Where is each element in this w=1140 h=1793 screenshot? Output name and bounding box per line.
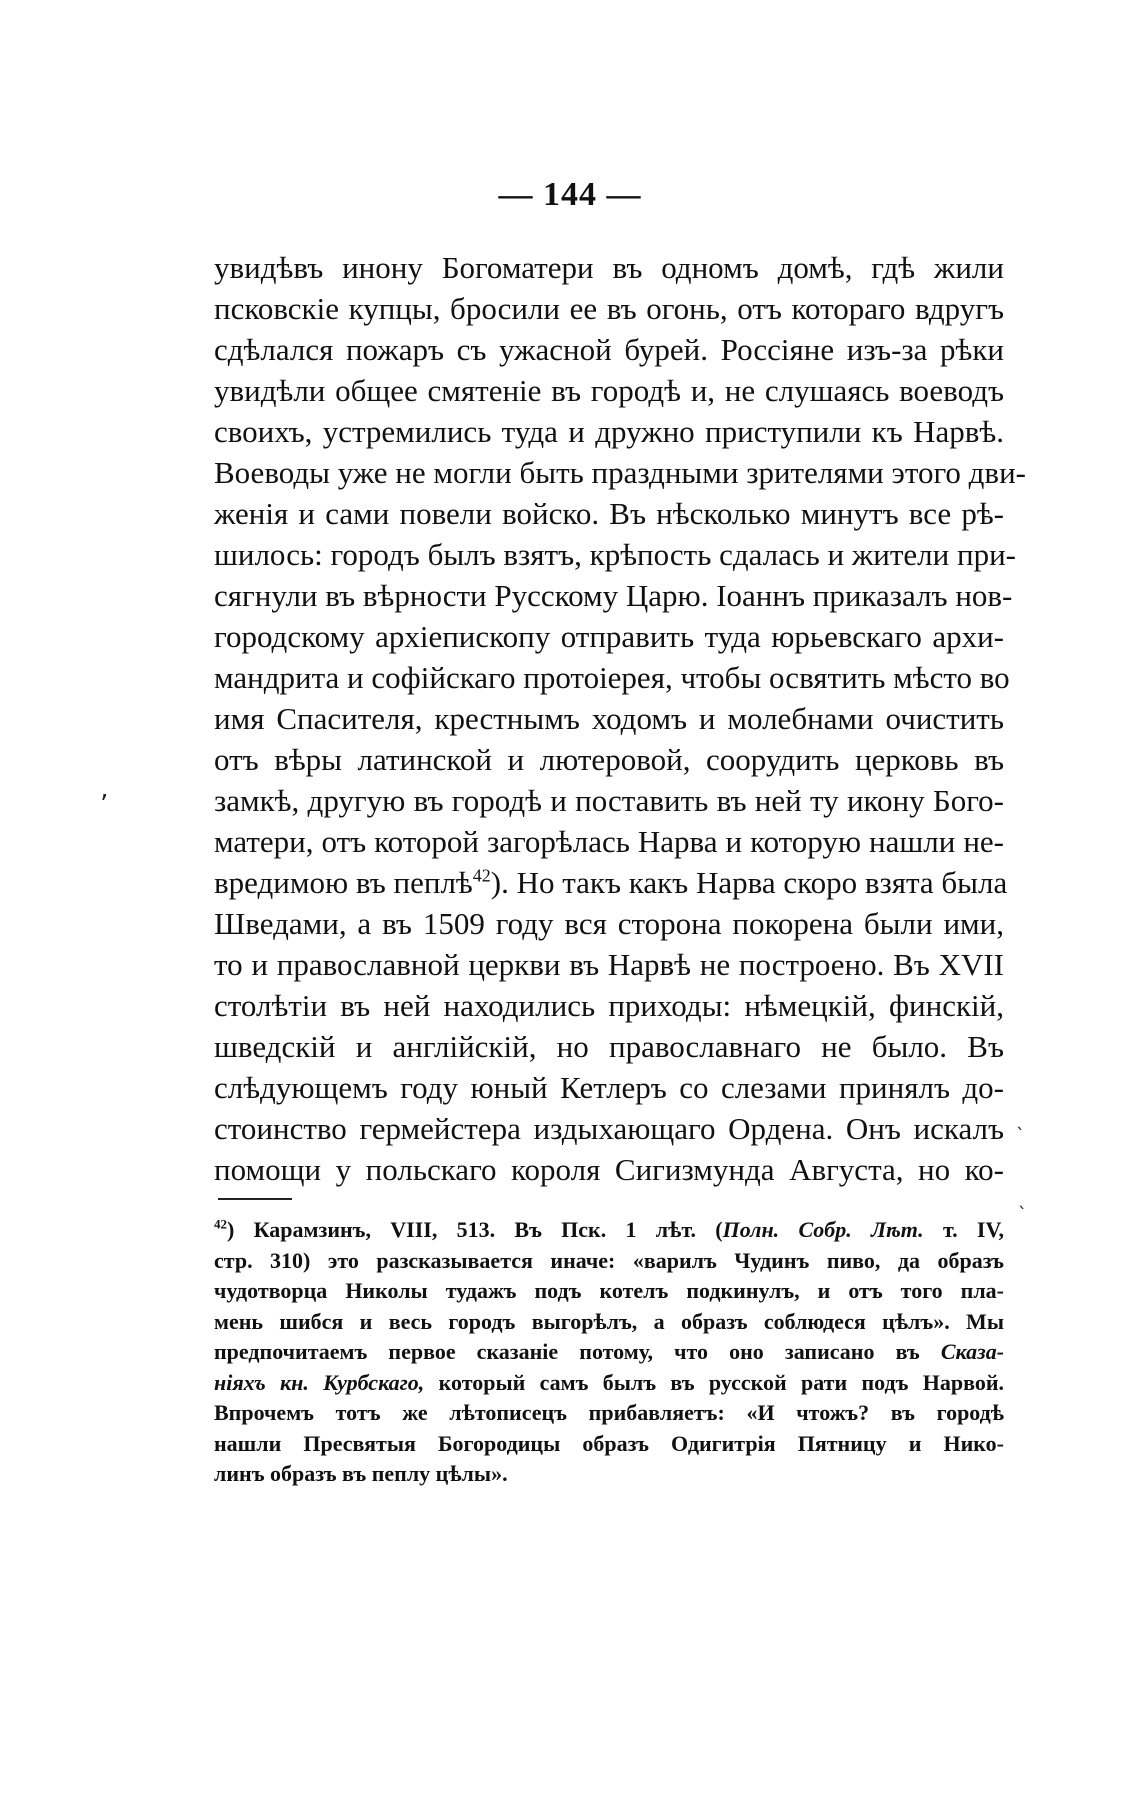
footnote-source-title: Сказа- bbox=[940, 1339, 1005, 1364]
footnote-reference: 42 bbox=[472, 865, 491, 886]
line-text-after: ). Но такъ какъ Нарва скоро взята была bbox=[490, 865, 1008, 900]
text-line: увидѣли общее смятеніе въ городѣ и, не слушаясь воеводъ bbox=[214, 373, 1004, 408]
footnote-line: стр. 310) это разсказывается иначе: «варилъ Чудинъ пиво, да образъ bbox=[214, 1247, 1004, 1273]
footnote bbox=[214, 1215, 1004, 1490]
text-line: шилось: городъ былъ взятъ, крѣпость сдалась и жители при- bbox=[214, 537, 1016, 572]
footnote-line: линъ образъ въ пеплу цѣлы». bbox=[214, 1461, 508, 1486]
footnote-source-title: ніяхъ кн. Курбскаго, bbox=[214, 1369, 425, 1395]
text-line: городскому архіепископу отправить туда юрьевскаго архи- bbox=[214, 619, 1004, 654]
text-line: Воеводы уже не могли быть праздными зрителями этого дви- bbox=[214, 455, 1026, 490]
text-line: то и православной церкви въ Нарвѣ не построено. Въ XVII bbox=[214, 947, 1004, 982]
text-line-with-footnote-ref bbox=[214, 862, 1008, 903]
line-text-before: вредимою въ пеплѣ bbox=[214, 865, 473, 900]
footnote-line: мень шибся и весь городъ выгорѣлъ, а образъ соблюдеся цѣлъ». Мы bbox=[214, 1308, 1004, 1334]
text-line: шведскій и англійскій, но православнаго не было. Въ bbox=[214, 1029, 1004, 1064]
text-line: замкѣ, другую въ городѣ и поставить въ ней ту икону Бого- bbox=[214, 783, 1004, 818]
footnote-line bbox=[214, 1215, 1004, 1246]
footnote-line: нашли Пресвятыя Богородицы образъ Одигитрія Пятницу и Нико- bbox=[214, 1430, 1004, 1456]
text-line: сягнули въ вѣрности Русскому Царю. Іоаннъ приказалъ нов- bbox=[214, 578, 1013, 613]
footnote-separator bbox=[218, 1198, 292, 1200]
text-line: Шведами, а въ 1509 году вся сторона покорена были ими, bbox=[214, 906, 1004, 941]
footnote-source-title: Полн. Собр. Лѣт. bbox=[722, 1217, 924, 1242]
footnote-text: предпочитаемъ первое сказаніе потому, что оно записано въ bbox=[214, 1339, 920, 1364]
text-line: сдѣлался пожаръ съ ужасной бурей. Россіяне изъ-за рѣки bbox=[214, 332, 1004, 367]
text-line: увидѣвъ инону Богоматери въ одномъ домѣ, гдѣ жили bbox=[214, 250, 1004, 285]
text-line: слѣдующемъ году юный Кетлеръ со слезами принялъ до- bbox=[214, 1070, 1004, 1105]
margin-mark: ˎ bbox=[1016, 1110, 1025, 1131]
main-text bbox=[214, 247, 1026, 1190]
text-line: матери, отъ которой загорѣлась Нарва и которую нашли не- bbox=[214, 824, 1004, 859]
margin-mark: ’ bbox=[100, 790, 109, 820]
text-line: псковскіе купцы, бросили ее въ огонь, отъ котораго вдругъ bbox=[214, 291, 1004, 326]
footnote-line bbox=[214, 1368, 1004, 1399]
text-line: столѣтіи въ ней находились приходы: нѣмецкій, финскій, bbox=[214, 988, 1004, 1023]
footnote-text: т. IV, bbox=[923, 1217, 1004, 1242]
footnote-line: Впрочемъ тотъ же лѣтописецъ прибавляетъ: «И чтожъ? въ городѣ bbox=[214, 1400, 1004, 1425]
footnote-text: который самъ былъ въ русской рати подъ Нарвой. bbox=[424, 1369, 1004, 1395]
text-line: помощи у польскаго короля Сигизмунда Августа, но ко- bbox=[214, 1152, 1004, 1187]
text-line: своихъ, устремились туда и дружно приступили къ Нарвѣ. bbox=[214, 414, 1004, 449]
footnote-line bbox=[214, 1337, 1004, 1368]
margin-mark: ˋ bbox=[1018, 1204, 1027, 1225]
footnote-marker: 42 bbox=[214, 1216, 227, 1232]
page-number: — 144 — bbox=[498, 176, 642, 213]
text-line: женія и сами повели войско. Въ нѣсколько минутъ все рѣ- bbox=[214, 496, 1004, 531]
text-line: имя Спасителя, крестнымъ ходомъ и молебнами очистить bbox=[214, 701, 1004, 736]
text-line: мандрита и софійскаго протоіерея, чтобы освятить мѣсто во bbox=[214, 660, 1010, 695]
footnote-text: ) Карамзинъ, VIII, 513. Въ Пск. 1 лѣт. ( bbox=[227, 1217, 723, 1242]
text-line: отъ вѣры латинской и лютеровой, соорудить церковь въ bbox=[214, 742, 1004, 777]
text-line: стоинство гермейстера издыхающаго Ордена. Онъ искалъ bbox=[214, 1111, 1004, 1146]
footnote-line: чудотворца Николы тудажъ подъ котелъ подкинулъ, и отъ того пла- bbox=[214, 1278, 1004, 1303]
